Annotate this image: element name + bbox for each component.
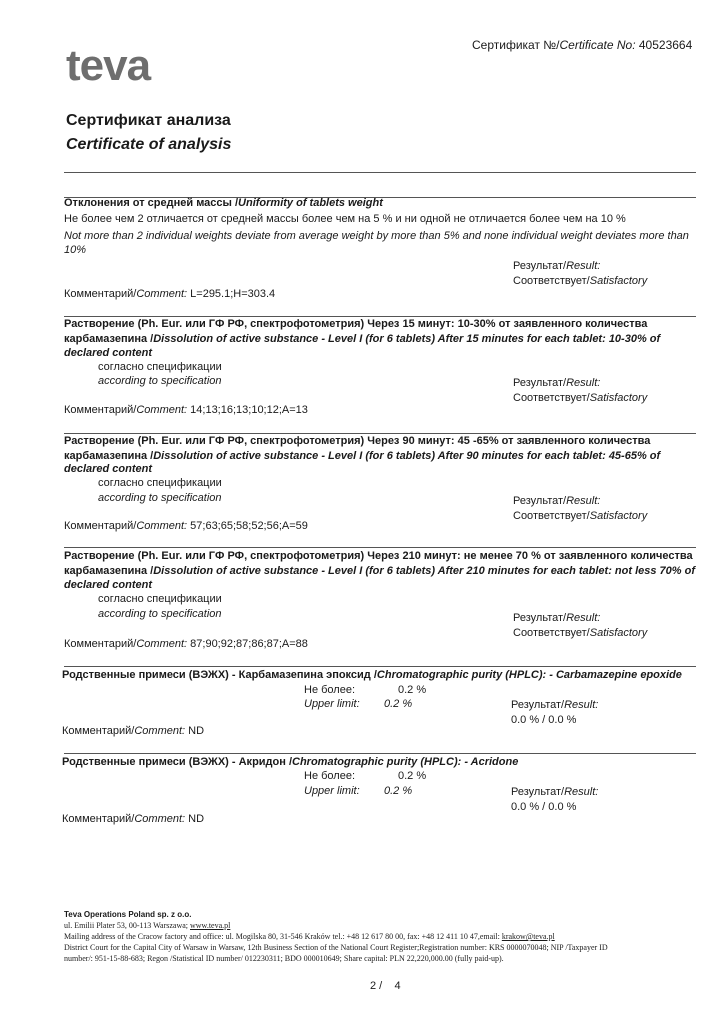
dissolution-210-title: Растворение (Ph. Eur. или ГФ РФ, спектрофотометрия) Через 210 минут: не менее 70 % от заявленного количества: [64, 550, 693, 562]
footer-website-link[interactable]: www.teva.pl: [190, 921, 231, 930]
uniformity-comment: Комментарий/Comment: L=295.1;H=303.4: [64, 288, 276, 300]
dissolution-210-comment: Комментарий/Comment: 87;90;92;87;86;87;A=88: [64, 638, 308, 650]
limit-label-ru: Не более:: [304, 770, 356, 782]
result-value: Соответствует/Satisfactory: [513, 627, 648, 639]
result-label: Результат/Result:: [511, 786, 599, 798]
impurity-acridone-title: Родственные примеси (ВЭЖХ) - Акридон /Chromatographic purity (HPLC): - Acridone: [62, 756, 519, 768]
divider: [64, 753, 696, 754]
dissolution-90-title-2: карбамазепина /Dissolution of active substance - Level I (for 6 tablets) After 90 minutes for each tablet: 45-65% of: [64, 450, 661, 462]
spec-en: according to specification: [98, 608, 222, 620]
result-value: Соответствует/Satisfactory: [513, 510, 648, 522]
result-label: Результат/Result:: [513, 377, 601, 389]
footer-email-link[interactable]: krakow@teva.pl: [501, 932, 555, 941]
result-value: Соответствует/Satisfactory: [513, 275, 648, 287]
impurity-epoxide-result: 0.0 % / 0.0 %: [511, 714, 577, 726]
limit-label-en: Upper limit:: [304, 785, 360, 797]
svg-text:teva: teva: [66, 46, 151, 86]
uniformity-title: Отклонения от средней массы /Uniformity of tablets weight: [64, 197, 383, 209]
teva-logo-icon: [66, 46, 182, 86]
dissolution-210-title-3: declared content: [64, 579, 153, 591]
title-russian: Сертификат анализа: [66, 112, 231, 129]
divider: [64, 547, 696, 548]
footer-company: Teva Operations Poland sp. z o.o.: [64, 910, 192, 919]
divider: [64, 666, 696, 667]
result-label: Результат/Result:: [513, 612, 601, 624]
spec-en: according to specification: [98, 492, 222, 504]
spec-ru: согласно спецификации: [98, 477, 222, 489]
result-label: Результат/Result:: [513, 495, 601, 507]
spec-en: according to specification: [98, 375, 222, 387]
dissolution-15-title-3: declared content: [64, 347, 153, 359]
footer-address: ul. Emilii Plater 53, 00-113 Warszawa; www.teva.pl: [64, 921, 231, 930]
limit-label-ru: Не более:: [304, 684, 356, 696]
result-value: Соответствует/Satisfactory: [513, 392, 648, 404]
title-english: Certificate of analysis: [66, 136, 232, 153]
result-label: Результат/Result:: [511, 699, 599, 711]
impurity-epoxide-title: Родственные примеси (ВЭЖХ) - Карбамазепина эпоксид /Chromatographic purity (HPLC): - Carbamazepine epoxide: [62, 669, 682, 681]
dissolution-210-title-2: карбамазепина /Dissolution of active substance - Level I (for 6 tablets) After 210 minutes for each tablet: not less 70% of: [64, 565, 696, 577]
dissolution-90-comment: Комментарий/Comment: 57;63;65;58;52;56;A=59: [64, 520, 308, 532]
footer-tax: number/: 951-15-88-683; Regon /Statistical ID number/ 012230311; BDO 000010649; Share capital: PLN 22,220,000.00 (fully paid-up).: [64, 954, 504, 963]
dissolution-15-title-2: карбамазепина /Dissolution of active substance - Level I (for 6 tablets) After 15 minutes for each tablet: 10-30% of: [64, 333, 661, 345]
dissolution-90-title-3: declared content: [64, 463, 153, 475]
result-label: Результат/Result:: [513, 260, 601, 272]
spec-ru: согласно спецификации: [98, 361, 222, 373]
footer-registration: District Court for the Capital City of Warsaw in Warsaw, 12th Business Section of the National Court Register;Registration number: KRS 0000070048; NIP /Taxpayer ID: [64, 943, 608, 952]
limit-value-en: 0.2 %: [384, 785, 413, 797]
uniformity-requirement-ru: Не более чем 2 отличается от средней массы более чем на 5 % и ни одной не отличается более чем на 10 %: [64, 213, 626, 225]
limit-value-en: 0.2 %: [384, 698, 413, 710]
divider: [64, 172, 696, 173]
footer-mailing: Mailing address of the Cracow factory and office: ul. Mogilska 80, 31-546 Kraków tel.: +48 12 617 80 00, fax: +48 12 411 10 47,email: krakow@teva.pl: [64, 932, 555, 941]
spec-ru: согласно спецификации: [98, 593, 222, 605]
certificate-number: Сертификат №/Certificate No: 40523664: [472, 38, 693, 52]
uniformity-requirement-en: Not more than 2 individual weights deviate from average weight by more than 5% and none individual weight deviates more than: [64, 230, 689, 242]
dissolution-90-title: Растворение (Ph. Eur. или ГФ РФ, спектрофотометрия) Через 90 минут: 45 -65% от заявленного количества: [64, 435, 651, 447]
teva-logo: [66, 46, 182, 89]
divider: [64, 316, 696, 317]
divider: [64, 433, 696, 434]
dissolution-15-title: Растворение (Ph. Eur. или ГФ РФ, спектрофотометрия) Через 15 минут: 10-30% от заявленного количества: [64, 318, 648, 330]
dissolution-15-comment: Комментарий/Comment: 14;13;16;13;10;12;A=13: [64, 404, 308, 416]
impurity-epoxide-comment: Комментарий/Comment: ND: [62, 725, 205, 737]
limit-value-ru: 0.2 %: [398, 684, 427, 696]
limit-label-en: Upper limit:: [304, 698, 360, 710]
impurity-acridone-result: 0.0 % / 0.0 %: [511, 801, 577, 813]
page-number: 2 / 4: [370, 980, 401, 992]
limit-value-ru: 0.2 %: [398, 770, 427, 782]
impurity-acridone-comment: Комментарий/Comment: ND: [62, 813, 205, 825]
uniformity-requirement-en-2: 10%: [64, 244, 87, 256]
